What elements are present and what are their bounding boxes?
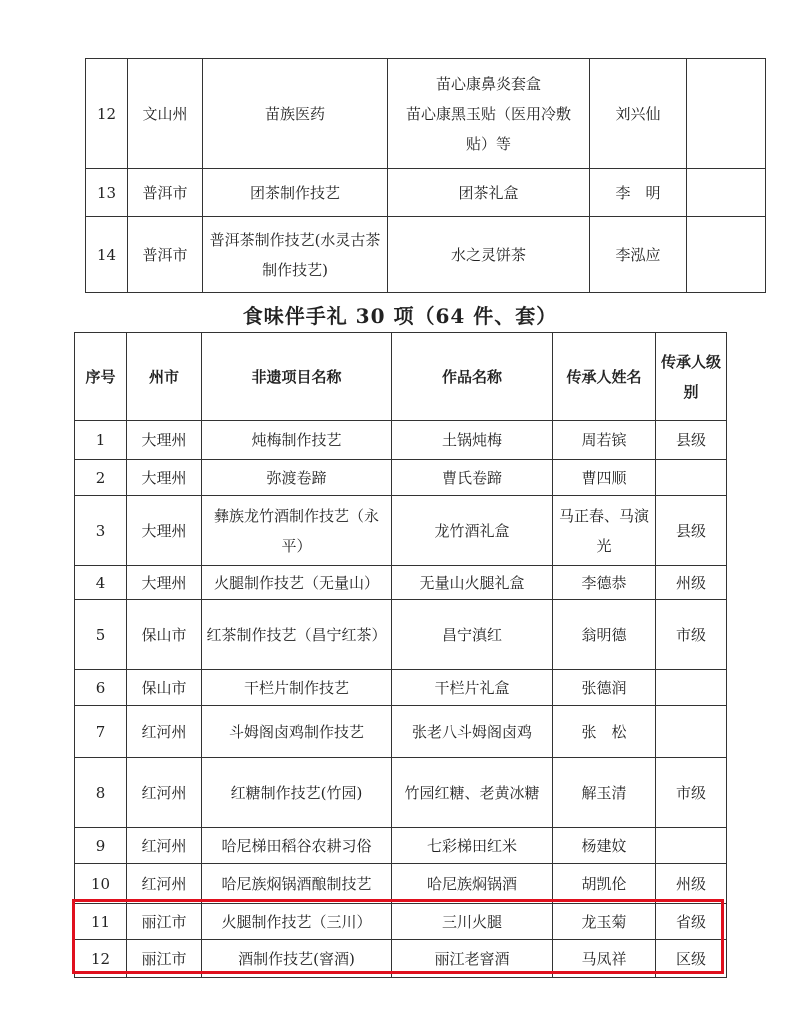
row-work: 曹氏卷蹄 bbox=[392, 460, 553, 496]
row-city: 大理州 bbox=[127, 496, 202, 566]
row-no: 2 bbox=[75, 460, 127, 496]
row-level: 市级 bbox=[656, 600, 727, 670]
table-row bbox=[86, 169, 766, 217]
table-row bbox=[75, 758, 727, 828]
row-person: 胡凯伦 bbox=[553, 864, 656, 904]
work-line: 苗心康鼻炎套盒 bbox=[435, 74, 541, 93]
row-city: 大理州 bbox=[127, 566, 202, 600]
row-no: 7 bbox=[75, 706, 127, 758]
row-level bbox=[687, 217, 766, 293]
header-no: 序号 bbox=[75, 333, 127, 421]
row-level bbox=[656, 706, 727, 758]
row-city: 大理州 bbox=[127, 421, 202, 460]
row-level bbox=[687, 169, 766, 217]
row-level bbox=[656, 828, 727, 864]
row-level bbox=[687, 59, 766, 169]
food-table-body bbox=[75, 421, 727, 978]
table-row bbox=[75, 496, 727, 566]
row-city: 红河州 bbox=[127, 828, 202, 864]
header-work: 作品名称 bbox=[392, 333, 553, 421]
row-project: 彝族龙竹酒制作技艺（永平） bbox=[202, 496, 392, 566]
row-level: 市级 bbox=[656, 758, 727, 828]
row-no: 11 bbox=[75, 904, 127, 940]
row-work: 七彩梯田红米 bbox=[392, 828, 553, 864]
table-row bbox=[86, 59, 766, 169]
row-no: 10 bbox=[75, 864, 127, 904]
header-person: 传承人姓名 bbox=[553, 333, 656, 421]
row-work: 昌宁滇红 bbox=[392, 600, 553, 670]
row-person: 李德恭 bbox=[553, 566, 656, 600]
row-city: 丽江市 bbox=[127, 904, 202, 940]
row-no: 5 bbox=[75, 600, 127, 670]
row-city: 普洱市 bbox=[128, 217, 203, 293]
row-project: 酒制作技艺(窨酒) bbox=[202, 940, 392, 978]
table-row bbox=[86, 217, 766, 293]
header-level: 传承人级别 bbox=[656, 333, 727, 421]
row-city: 普洱市 bbox=[128, 169, 203, 217]
row-level bbox=[656, 670, 727, 706]
row-work: 张老八斗姆阁卤鸡 bbox=[392, 706, 553, 758]
row-work: 土锅炖梅 bbox=[392, 421, 553, 460]
table-row bbox=[75, 421, 727, 460]
row-level: 州级 bbox=[656, 864, 727, 904]
section-title: 食味伴手礼 30 项（64 件、套） bbox=[242, 304, 558, 328]
row-person: 张 松 bbox=[553, 706, 656, 758]
row-city: 保山市 bbox=[127, 670, 202, 706]
row-city: 红河州 bbox=[127, 758, 202, 828]
row-person: 翁明德 bbox=[553, 600, 656, 670]
row-no: 12 bbox=[86, 59, 128, 169]
row-no: 4 bbox=[75, 566, 127, 600]
row-person: 李泓应 bbox=[590, 217, 687, 293]
row-no: 8 bbox=[75, 758, 127, 828]
row-person: 杨建妏 bbox=[553, 828, 656, 864]
row-work: 丽江老窨酒 bbox=[392, 940, 553, 978]
row-project: 红糖制作技艺(竹园) bbox=[202, 758, 392, 828]
row-level: 州级 bbox=[656, 566, 727, 600]
row-city: 大理州 bbox=[127, 460, 202, 496]
header-city: 州市 bbox=[127, 333, 202, 421]
row-project: 苗族医药 bbox=[203, 59, 388, 169]
row-project: 炖梅制作技艺 bbox=[202, 421, 392, 460]
row-project: 弥渡卷蹄 bbox=[202, 460, 392, 496]
row-work: 龙竹酒礼盒 bbox=[392, 496, 553, 566]
row-city: 红河州 bbox=[127, 706, 202, 758]
row-project: 火腿制作技艺（无量山） bbox=[202, 566, 392, 600]
work-line: 贴）等 bbox=[465, 134, 511, 153]
row-city: 文山州 bbox=[128, 59, 203, 169]
row-level: 县级 bbox=[656, 496, 727, 566]
row-person: 刘兴仙 bbox=[590, 59, 687, 169]
row-no: 1 bbox=[75, 421, 127, 460]
table-row bbox=[75, 864, 727, 904]
row-work: 竹园红糖、老黄冰糖 bbox=[392, 758, 553, 828]
row-no: 14 bbox=[86, 217, 128, 293]
table-row bbox=[75, 600, 727, 670]
row-no: 9 bbox=[75, 828, 127, 864]
header-row bbox=[75, 333, 727, 421]
food-gift-table bbox=[74, 332, 727, 978]
table-row bbox=[75, 566, 727, 600]
row-level: 县级 bbox=[656, 421, 727, 460]
row-project: 干栏片制作技艺 bbox=[202, 670, 392, 706]
row-no: 12 bbox=[75, 940, 127, 978]
row-person: 周若镔 bbox=[553, 421, 656, 460]
row-person: 马正春、马演光 bbox=[553, 496, 656, 566]
row-level bbox=[656, 460, 727, 496]
row-work: 无量山火腿礼盒 bbox=[392, 566, 553, 600]
row-work bbox=[388, 59, 590, 169]
table-row bbox=[75, 940, 727, 978]
row-no: 13 bbox=[86, 169, 128, 217]
header-project: 非遗项目名称 bbox=[202, 333, 392, 421]
row-work: 干栏片礼盒 bbox=[392, 670, 553, 706]
top-table-body bbox=[86, 59, 766, 293]
row-work: 水之灵饼茶 bbox=[388, 217, 590, 293]
row-no: 6 bbox=[75, 670, 127, 706]
row-person: 张德润 bbox=[553, 670, 656, 706]
row-work: 团茶礼盒 bbox=[388, 169, 590, 217]
row-person: 曹四顺 bbox=[553, 460, 656, 496]
table-row bbox=[75, 904, 727, 940]
row-person: 李 明 bbox=[590, 169, 687, 217]
row-city: 保山市 bbox=[127, 600, 202, 670]
row-project: 普洱茶制作技艺(水灵古茶制作技艺) bbox=[203, 217, 388, 293]
row-no: 3 bbox=[75, 496, 127, 566]
work-line: 苗心康黑玉贴（医用冷敷 bbox=[405, 104, 571, 123]
row-project: 哈尼梯田稻谷农耕习俗 bbox=[202, 828, 392, 864]
row-work: 三川火腿 bbox=[392, 904, 553, 940]
row-project: 团茶制作技艺 bbox=[203, 169, 388, 217]
table-row bbox=[75, 460, 727, 496]
table-header bbox=[75, 333, 727, 421]
table-row bbox=[75, 828, 727, 864]
row-person: 解玉清 bbox=[553, 758, 656, 828]
row-person: 马凤祥 bbox=[553, 940, 656, 978]
row-work: 哈尼族焖锅酒 bbox=[392, 864, 553, 904]
heritage-table-continued bbox=[85, 58, 766, 293]
row-city: 红河州 bbox=[127, 864, 202, 904]
row-project: 红茶制作技艺（昌宁红茶） bbox=[202, 600, 392, 670]
row-project: 火腿制作技艺（三川） bbox=[202, 904, 392, 940]
row-level: 区级 bbox=[656, 940, 727, 978]
table-row bbox=[75, 706, 727, 758]
row-project: 斗姆阁卤鸡制作技艺 bbox=[202, 706, 392, 758]
row-person: 龙玉菊 bbox=[553, 904, 656, 940]
row-city: 丽江市 bbox=[127, 940, 202, 978]
row-level: 省级 bbox=[656, 904, 727, 940]
table-row bbox=[75, 670, 727, 706]
row-project: 哈尼族焖锅酒酿制技艺 bbox=[202, 864, 392, 904]
